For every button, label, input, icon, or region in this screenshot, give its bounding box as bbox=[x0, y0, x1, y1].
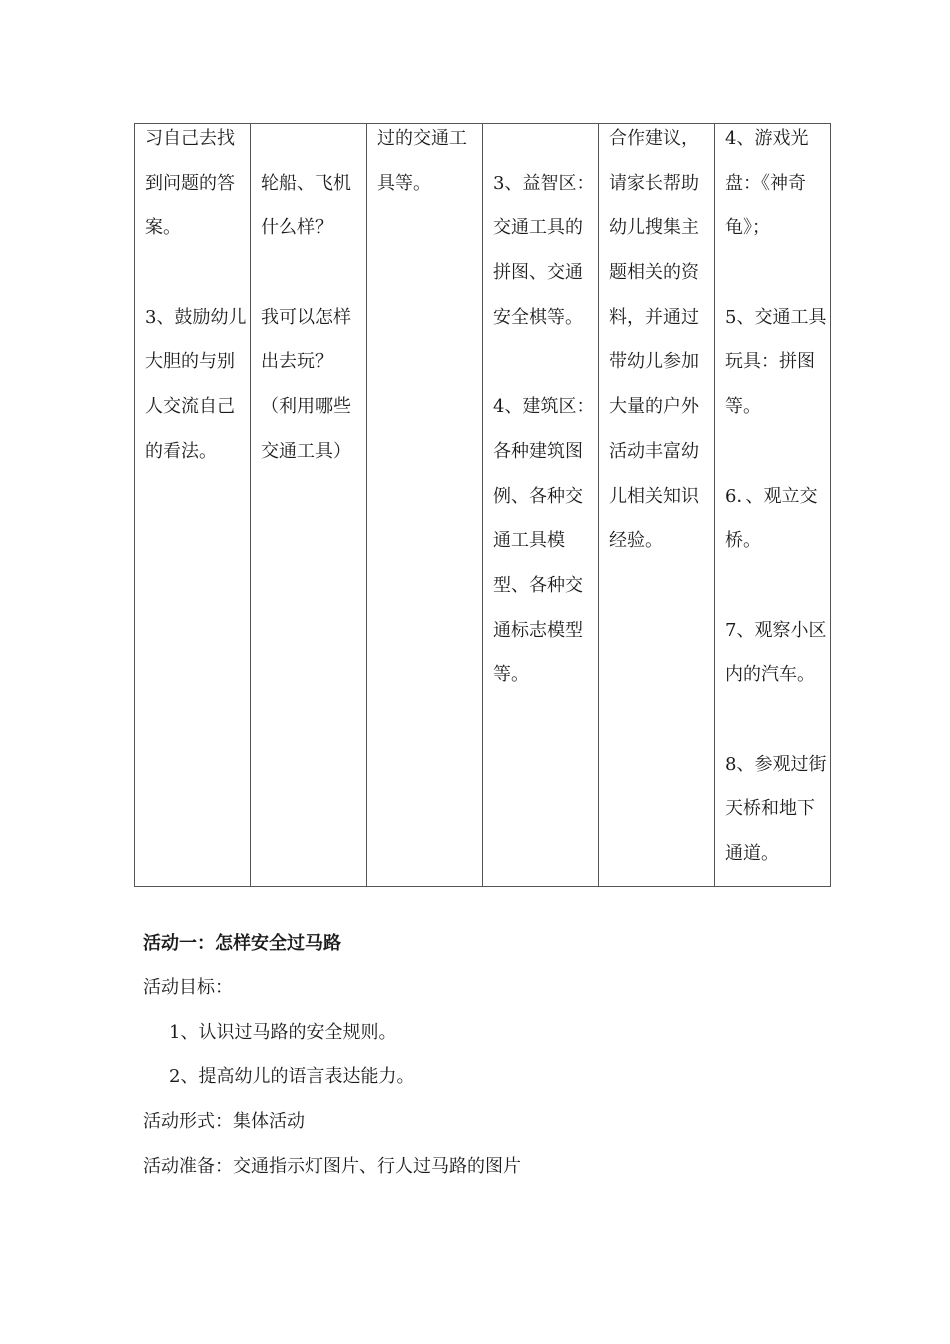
cell-line: 我可以怎样 bbox=[261, 306, 351, 328]
cell-line: 具等。 bbox=[377, 172, 431, 194]
cell-line: 幼儿搜集主 bbox=[609, 217, 699, 239]
cell-line: 3、鼓励幼儿 bbox=[145, 306, 247, 328]
cell-line: 交通工具的 bbox=[493, 217, 583, 239]
table-cell-2 bbox=[251, 124, 367, 887]
cell-line: 4、游戏光 bbox=[725, 128, 809, 149]
activity-section bbox=[143, 930, 843, 1197]
cell-line: 玩具：拼图 bbox=[725, 351, 815, 373]
cell-line: 通标志模型 bbox=[493, 619, 583, 641]
cell-line: 4、建筑区： bbox=[493, 396, 595, 418]
cell-line: 到问题的答 bbox=[145, 172, 235, 194]
cell-line: 大量的户外 bbox=[609, 396, 699, 418]
cell-line: 活动丰富幼 bbox=[609, 440, 699, 462]
cell-line: 题相关的资 bbox=[609, 262, 699, 284]
cell-line: 7、观察小区 bbox=[725, 619, 827, 641]
cell-line: 8、参观过街 bbox=[725, 753, 827, 775]
cell-line: 儿相关知识 bbox=[609, 485, 699, 507]
cell-line: 型、各种交 bbox=[493, 574, 583, 596]
cell-line: 交通工具） bbox=[261, 440, 351, 462]
cell-line: 经验。 bbox=[609, 530, 663, 552]
cell-line bbox=[261, 260, 366, 305]
cell-line: 安全棋等。 bbox=[493, 306, 583, 328]
cell-line: 等。 bbox=[493, 664, 529, 686]
table-cell-4 bbox=[483, 124, 599, 887]
cell-line: 请家长帮助 bbox=[609, 172, 699, 194]
cell-line bbox=[725, 707, 830, 752]
cell-line: 出去玩？ bbox=[261, 351, 333, 373]
cell-line: 大胆的与别 bbox=[145, 351, 235, 373]
cell-line: 盘：《神奇 bbox=[725, 172, 806, 194]
cell-line: 桥。 bbox=[725, 530, 761, 552]
cell-line: 人交流自己 bbox=[145, 396, 235, 418]
cell-line: 拼图、交通 bbox=[493, 262, 583, 284]
cell-line: 例、各种交 bbox=[493, 485, 583, 507]
cell-line bbox=[725, 439, 830, 484]
cell-line: 6．、观立交 bbox=[725, 485, 818, 507]
cell-line: 内的汽车。 bbox=[725, 664, 815, 686]
cell-line: 料，并通过 bbox=[609, 306, 699, 328]
cell-line: 的看法。 bbox=[145, 440, 217, 462]
cell-line: （利用哪些 bbox=[261, 396, 351, 418]
cell-line: 天桥和地下 bbox=[725, 798, 815, 820]
cell-line: 各种建筑图 bbox=[493, 440, 583, 462]
cell-line: 什么样？ bbox=[261, 217, 333, 239]
cell-line: 通工具模 bbox=[493, 530, 565, 552]
cell-line bbox=[725, 260, 830, 305]
goal-item-2: 2、提高幼儿的语言表达能力。 bbox=[169, 1066, 415, 1088]
goal-item-1: 1、认识过马路的安全规则。 bbox=[169, 1021, 397, 1043]
cell-line bbox=[261, 126, 366, 171]
cell-line bbox=[145, 260, 250, 305]
cell-line: 通道。 bbox=[725, 843, 779, 864]
cell-line: 等。 bbox=[725, 396, 761, 418]
cell-line bbox=[493, 349, 598, 394]
table-row bbox=[135, 124, 831, 887]
activity-prep: 活动准备：交通指示灯图片、行人过马路的图片 bbox=[143, 1155, 521, 1177]
activity-plan-table bbox=[134, 123, 831, 887]
cell-line: 带幼儿参加 bbox=[609, 351, 699, 373]
cell-line: 合作建议， bbox=[609, 128, 699, 149]
cell-line bbox=[725, 573, 830, 618]
cell-line: 习自己去找 bbox=[145, 128, 235, 149]
table-cell-6 bbox=[715, 124, 831, 887]
cell-line: 龟》； bbox=[725, 217, 770, 239]
cell-line: 过的交通工 bbox=[377, 128, 467, 149]
table-cell-3 bbox=[367, 124, 483, 887]
table-cell-1 bbox=[135, 124, 251, 887]
cell-line: 案。 bbox=[145, 217, 181, 239]
cell-line: 3、益智区： bbox=[493, 172, 595, 194]
goal-label: 活动目标： bbox=[143, 977, 233, 998]
activity-form: 活动形式：集体活动 bbox=[143, 1111, 305, 1133]
table-cell-5 bbox=[599, 124, 715, 887]
cell-line: 5、交通工具 bbox=[725, 306, 827, 328]
activity-title: 活动一：怎样安全过马路 bbox=[143, 933, 341, 954]
cell-line: 轮船、飞机 bbox=[261, 172, 351, 194]
cell-line bbox=[493, 126, 598, 171]
